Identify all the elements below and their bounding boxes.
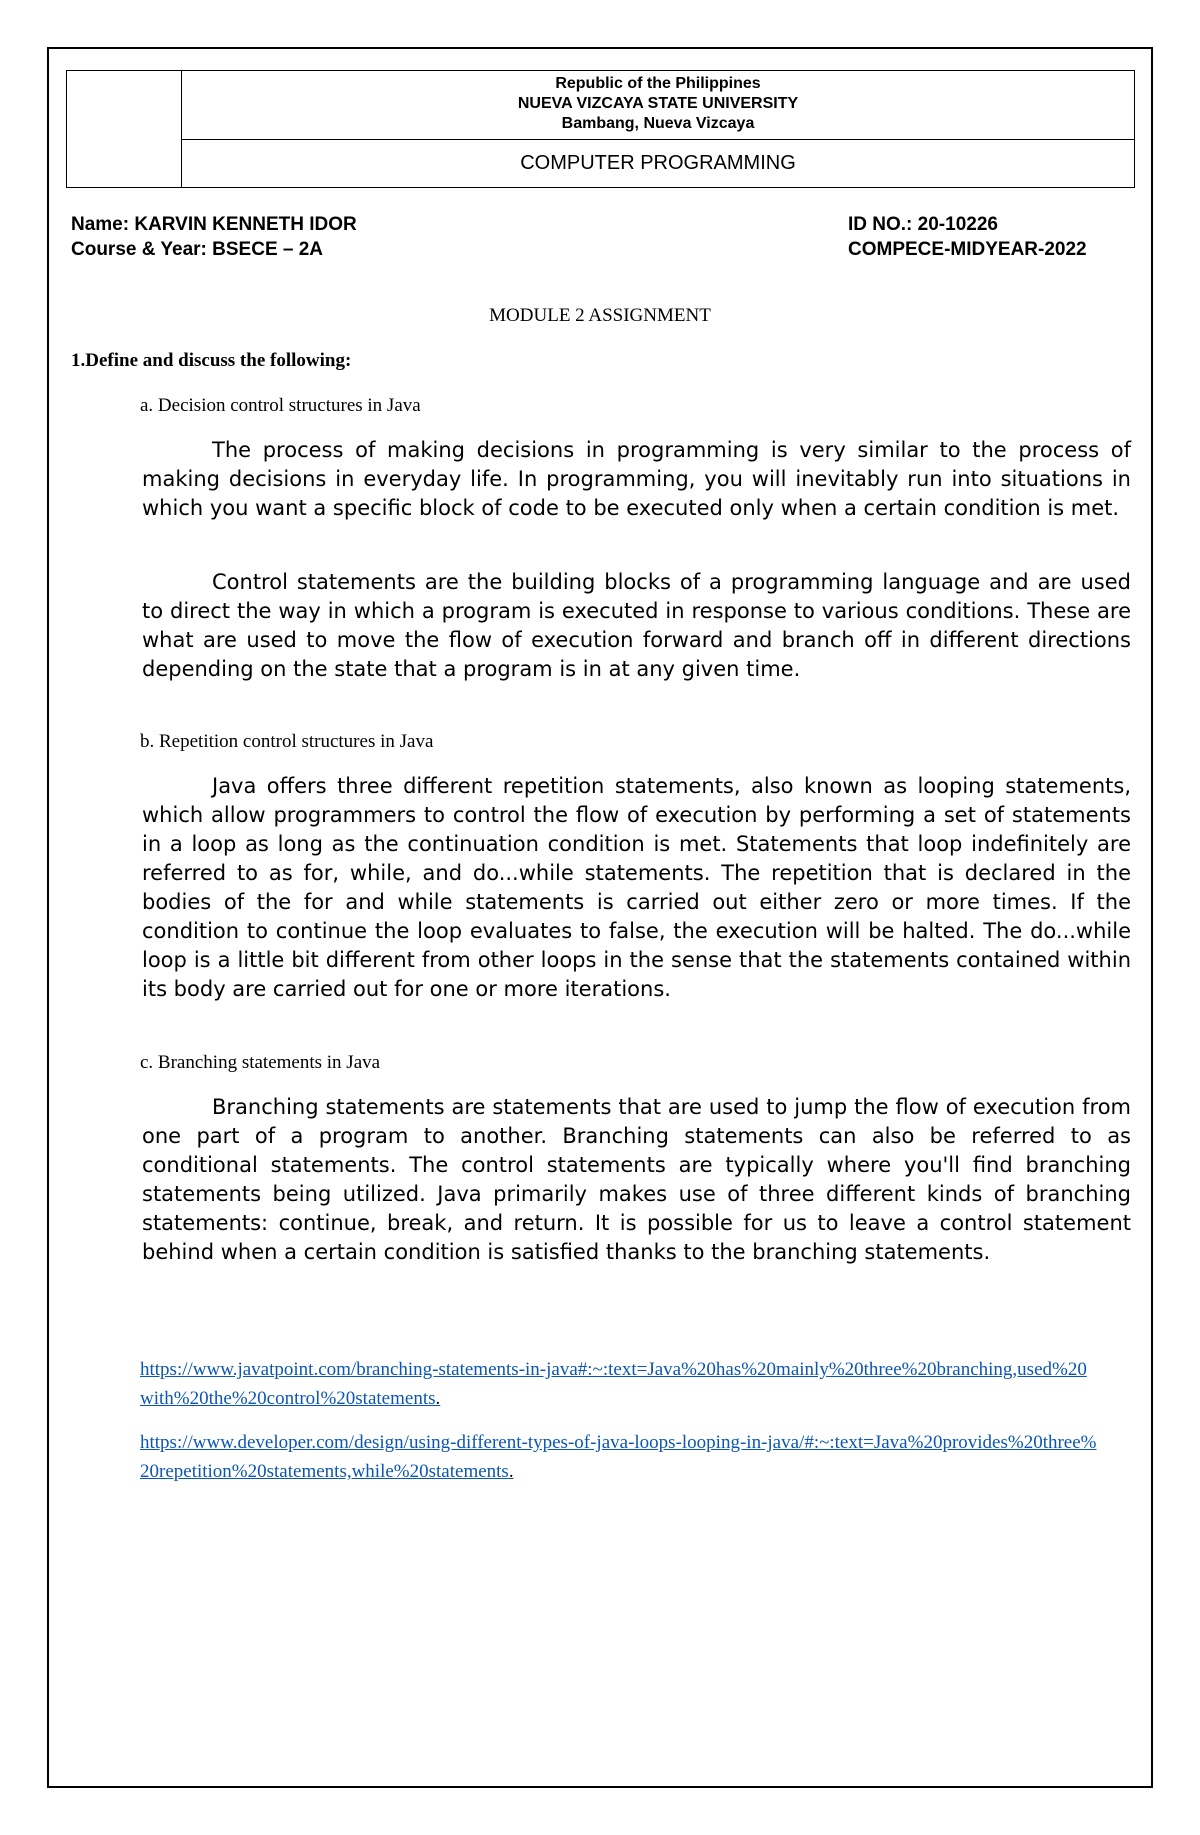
section-c-paragraph-1: Branching statements are statements that are used to jump the flow of execution from one part of a program to another. Branching statements can also be referred to as conditional statements. The control statements are typically where you'll find branching statements being utilized. Java primarily makes use of three different kinds of branching statements: continue, break, and return. It is possible for us to leave a control statement behind when a certain condition is satisfied thanks to the branching statements. [142, 1095, 1131, 1264]
document-title: MODULE 2 ASSIGNMENT [489, 305, 711, 326]
university-address: Bambang, Nueva Vizcaya [561, 115, 755, 132]
university-name: NUEVA VIZCAYA STATE UNIVERSITY [517, 95, 799, 112]
course-title: COMPUTER PROGRAMMING [520, 152, 796, 174]
republic-line: Republic of the Philippines [555, 75, 761, 92]
section-a-paragraph-1: The process of making decisions in programming is very similar to the process of making decisions in everyday life. In programming, you will inevitably run into situations in which you want a specific block of code to be executed only when a certain condition is met. [142, 438, 1131, 520]
reference-link-1-period: . [435, 1388, 441, 1409]
section-heading-a: a. Decision control structures in Java [140, 395, 421, 416]
student-info-right [848, 212, 1087, 262]
question-heading: 1.Define and discuss the following: [71, 350, 352, 371]
section-a-paragraph-2: Control statements are the building blocks of a programming language and are used to direct the way in which a program is executed in response to various conditions. These are what are used to move the flow of execution forward and branch off in different directions depending on the state that a program is in at any given time. [142, 570, 1131, 681]
institution-header [182, 71, 1134, 140]
reference-link-2-period: . [508, 1461, 514, 1482]
section-b-paragraph-1: Java offers three different repetition statements, also known as looping statements, which allow programmers to control the flow of execution by performing a set of statements in a loop as long as the continuation condition is met. Statements that loop indefinitely are referred to as for, while, and do...while statements. The repetition that is declared in the bodies of the for and while statements is carried out either zero or more times. If the condition to continue the loop evaluates to false, the execution will be halted. The do...while loop is a little bit different from other loops in the sense that the statements contained within its body are carried out for one or more iterations. [142, 774, 1131, 1001]
reference-link-1-url[interactable]: https://www.javatpoint.com/branching-statements-in-java#:~:text=Java%20has%20mainly%20three%20branching,used%20with%20the%20control%20statements [140, 1359, 1087, 1409]
student-section: COMPECE-MIDYEAR-2022 [848, 239, 1087, 260]
section-heading-c: c. Branching statements in Java [140, 1052, 381, 1073]
section-heading-b: b. Repetition control structures in Java [140, 731, 434, 752]
student-id: ID NO.: 20-10226 [848, 214, 998, 235]
reference-link-2-url[interactable]: https://www.developer.com/design/using-different-types-of-java-loops-looping-in-java/#:~:text=Java%20provides%20three%20repetition%20statements,while%20statements [140, 1432, 1097, 1482]
student-course-year: Course & Year: BSECE – 2A [71, 239, 324, 260]
student-info-left [71, 212, 357, 262]
reference-link-2[interactable] [140, 1428, 1100, 1486]
logo-cell [67, 71, 182, 187]
reference-link-1[interactable] [140, 1355, 1100, 1413]
student-name: Name: KARVIN KENNETH IDOR [71, 214, 357, 235]
header-table [66, 70, 1135, 188]
